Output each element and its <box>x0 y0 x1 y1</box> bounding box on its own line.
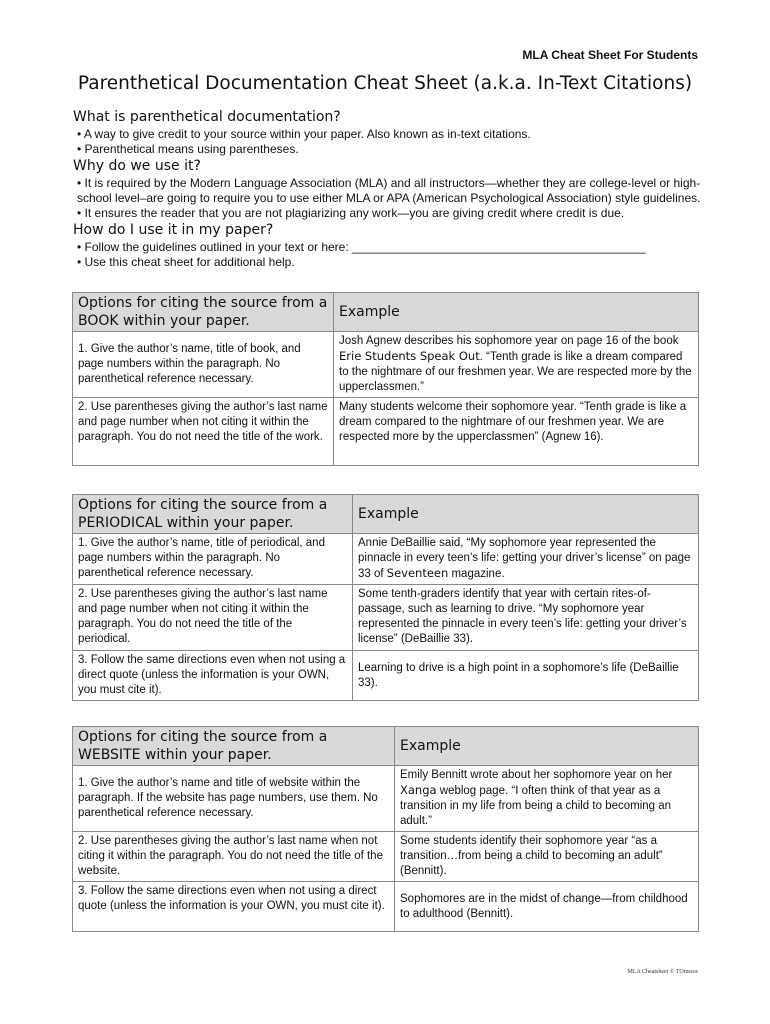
table-row <box>73 398 699 466</box>
option-cell: 1. Give the author’s name, title of periodical, and page numbers within the paragraph. No parenthetical reference necessary. <box>73 534 353 585</box>
bullet: • Use this cheat sheet for additional help. <box>77 255 295 269</box>
footer-credit: MLA Cheatsheet © TOrmsos <box>627 969 698 975</box>
book-title: Erie Students Speak Out <box>339 349 480 363</box>
option-cell: 1. Give the author’s name, title of book, and page numbers within the paragraph. No parenthetical reference necessary. <box>73 332 334 398</box>
option-cell: 2. Use parentheses giving the author’s last name and page number when not citing it within the paragraph. You do not need the title of the periodical. <box>73 585 353 651</box>
option-cell: 2. Use parentheses giving the author’s last name and page number when not citing it within the paragraph. You do not need the title of the work. <box>73 398 334 466</box>
book-citation-table <box>72 292 699 466</box>
table-row <box>73 766 699 832</box>
running-header: MLA Cheat Sheet For Students <box>522 48 698 62</box>
example-cell: Josh Agnew describes his sophomore year on page 16 of the book Erie Students Speak Out. “Tenth grade is like a dream compared to the nightmare of our freshmen year. We are respected more by the upperclassmen.” <box>334 332 699 398</box>
example-cell: Emily Bennitt wrote about her sophomore year on her Xanga weblog page. “I often think of that year as a transition in my life from being a child to becoming an adult.” <box>395 766 699 832</box>
periodical-options-header: Options for citing the source from a PERIODICAL within your paper. <box>73 495 353 534</box>
option-cell: 3. Follow the same directions even when not using a direct quote (unless the information is your OWN, you must cite it). <box>73 651 353 701</box>
section-heading-what: What is parenthetical documentation? <box>73 109 341 125</box>
option-cell: 1. Give the author’s name and title of website within the paragraph. If the website has page numbers, use them. No parenthetical reference necessary. <box>73 766 395 832</box>
table-row <box>73 882 699 932</box>
example-cell: Annie DeBaillie said, “My sophomore year represented the pinnacle in every teen’s life: getting your driver’s license” on page 33 of Seventeen magazine. <box>353 534 699 585</box>
bullet: • Follow the guidelines outlined in your text or here: ____________________________________________ <box>77 240 646 254</box>
bullet: • It ensures the reader that you are not plagiarizing any work—you are giving credit where credit is due. <box>77 206 625 220</box>
periodical-citation-table <box>72 494 699 701</box>
bullet: • Parenthetical means using parentheses. <box>77 142 299 156</box>
website-example-header: Example <box>395 727 699 766</box>
website-title: Xanga <box>400 783 437 797</box>
table-row <box>73 585 699 651</box>
example-cell: Some tenth-graders identify that year with certain rites-of-passage, such as learning to drive. “My sophomore year represented the pinnacle in every teen’s life: getting your driver’s license” (DeBaillie 33). <box>353 585 699 651</box>
bullet: • It is required by the Modern Language Association (MLA) and all instructors—whether they are college-level or high-school level–are going to require you to use either MLA or APA (American Psychological Association) style guidelines. <box>77 176 701 205</box>
example-cell: Some students identify their sophomore year “as a transition…from being a child to becoming an adult” (Bennitt). <box>395 832 699 882</box>
option-cell: 3. Follow the same directions even when not using a direct quote (unless the information is your OWN, you must cite it). <box>73 882 395 932</box>
table-row <box>73 534 699 585</box>
periodical-title: Seventeen <box>386 566 449 580</box>
section-heading-how: How do I use it in my paper? <box>73 222 274 238</box>
table-row <box>73 832 699 882</box>
example-cell: Many students welcome their sophomore year. “Tenth grade is like a dream compared to the nightmare of our freshmen year. We are respected more by the upperclassmen” (Agnew 16). <box>334 398 699 466</box>
example-cell: Learning to drive is a high point in a sophomore’s life (DeBaillie 33). <box>353 651 699 701</box>
intro-section <box>73 108 703 270</box>
table-row <box>73 332 699 398</box>
website-options-header: Options for citing the source from a WEBSITE within your paper. <box>73 727 395 766</box>
periodical-example-header: Example <box>353 495 699 534</box>
option-cell: 2. Use parentheses giving the author’s last name when not citing it within the paragraph. You do not need the title of the website. <box>73 832 395 882</box>
bullet: • A way to give credit to your source within your paper. Also known as in-text citations. <box>77 127 531 141</box>
page-title: Parenthetical Documentation Cheat Sheet (a.k.a. In-Text Citations) <box>77 73 693 94</box>
example-cell: Sophomores are in the midst of change—from childhood to adulthood (Bennitt). <box>395 882 699 932</box>
table-row <box>73 651 699 701</box>
book-options-header: Options for citing the source from a BOOK within your paper. <box>73 293 334 332</box>
section-heading-why: Why do we use it? <box>73 158 201 174</box>
website-citation-table <box>72 726 699 932</box>
book-example-header: Example <box>334 293 699 332</box>
